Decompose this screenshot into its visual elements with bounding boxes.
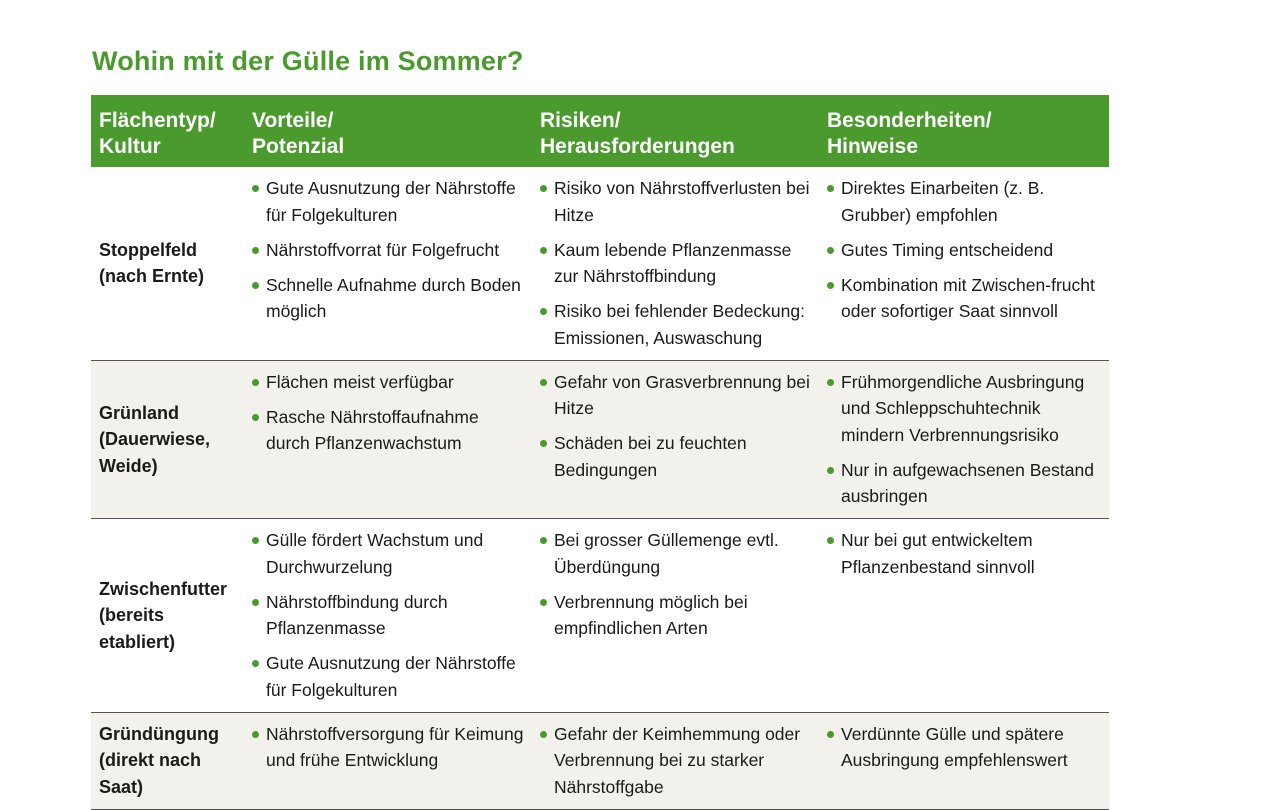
comparison-table xyxy=(91,95,1109,810)
vorteile-list xyxy=(252,721,524,774)
hinweise-cell xyxy=(819,360,1109,519)
header-line: Flächentyp/ xyxy=(99,109,216,132)
area-type-line: Gründüngung xyxy=(99,723,219,744)
header-line: Risiken/ xyxy=(540,109,621,132)
table-row xyxy=(91,360,1109,519)
risiken-cell xyxy=(532,712,819,809)
header-line: Besonderheiten/ xyxy=(827,109,992,132)
area-type-line: (nach Ernte) xyxy=(99,266,205,287)
bullet-item: Rasche Nährstoffaufnahme durch Pflanzenwachstum xyxy=(252,404,524,457)
area-type-line: (Dauerwiese, xyxy=(99,429,211,449)
header-risiken xyxy=(532,95,819,167)
area-type-line: Grünland xyxy=(99,402,179,423)
area-type-line: Stoppelfeld xyxy=(99,239,197,260)
risiken-list xyxy=(540,175,811,351)
header-line: Hinweise xyxy=(827,135,919,158)
header-hinweise xyxy=(819,95,1109,167)
hinweise-list xyxy=(827,369,1101,510)
area-type-line: Saat) xyxy=(99,776,144,797)
area-type-line: (bereits xyxy=(99,605,165,625)
table-header xyxy=(91,95,1109,167)
header-line: Kultur xyxy=(99,135,161,158)
bullet-item: Nährstoffbindung durch Pflanzenmasse xyxy=(252,589,524,642)
bullet-item: Gefahr der Keimhemmung oder Verbrennung bei zu starker Nährstoffgabe xyxy=(540,721,811,801)
table-row xyxy=(91,519,1109,713)
hinweise-list xyxy=(827,527,1101,580)
header-line: Vorteile/ xyxy=(252,109,334,132)
bullet-item: Nur bei gut entwickeltem Pflanzenbestand sinnvoll xyxy=(827,527,1101,580)
bullet-item: Direktes Einarbeiten (z. B. Grubber) empfohlen xyxy=(827,175,1101,228)
bullet-item: Schnelle Aufnahme durch Boden möglich xyxy=(252,272,524,325)
bullet-item: Gute Ausnutzung der Nährstoffe für Folgekulturen xyxy=(252,175,524,228)
bullet-item: Kaum lebende Pflanzenmasse zur Nährstoffbindung xyxy=(540,237,811,290)
bullet-item: Frühmorgendliche Ausbringung und Schleppschuhtechnik mindern Verbrennungsrisiko xyxy=(827,369,1101,449)
vorteile-list xyxy=(252,175,524,325)
vorteile-cell xyxy=(244,519,532,713)
area-type-cell xyxy=(91,167,244,360)
header-vorteile xyxy=(244,95,532,167)
bullet-item: Schäden bei zu feuchten Bedingungen xyxy=(540,430,811,483)
risiken-list xyxy=(540,369,811,484)
vorteile-cell xyxy=(244,712,532,809)
table-body xyxy=(91,167,1109,809)
table-row xyxy=(91,712,1109,809)
bullet-item: Risiko von Nährstoffverlusten bei Hitze xyxy=(540,175,811,228)
area-type-line: (direkt nach xyxy=(99,750,202,771)
page-title: Wohin mit der Gülle im Sommer? xyxy=(92,46,524,76)
hinweise-list xyxy=(827,175,1101,325)
hinweise-cell xyxy=(819,712,1109,809)
bullet-item: Verdünnte Gülle und spätere Ausbringung empfehlenswert xyxy=(827,721,1101,774)
bullet-item: Flächen meist verfügbar xyxy=(252,369,524,396)
bullet-item: Nur in aufgewachsenen Bestand ausbringen xyxy=(827,457,1101,510)
bullet-item: Gutes Timing entscheidend xyxy=(827,237,1101,264)
hinweise-cell xyxy=(819,519,1109,713)
area-type-line: Zwischenfutter xyxy=(99,578,228,599)
vorteile-list xyxy=(252,527,524,703)
bullet-item: Risiko bei fehlender Bedeckung: Emissionen, Auswaschung xyxy=(540,298,811,351)
header-flaechentyp xyxy=(91,95,244,167)
hinweise-cell xyxy=(819,167,1109,360)
bullet-item: Bei grosser Güllemenge evtl. Überdüngung xyxy=(540,527,811,580)
table-row xyxy=(91,167,1109,360)
bullet-item: Verbrennung möglich bei empfindlichen Arten xyxy=(540,589,811,642)
header-line: Herausforderungen xyxy=(540,135,735,158)
area-type-cell xyxy=(91,360,244,519)
risiken-cell xyxy=(532,167,819,360)
vorteile-cell xyxy=(244,167,532,360)
hinweise-list xyxy=(827,721,1101,774)
bullet-item: Gute Ausnutzung der Nährstoffe für Folgekulturen xyxy=(252,650,524,703)
area-type-line: etabliert) xyxy=(99,631,176,652)
risiken-cell xyxy=(532,519,819,713)
bullet-item: Kombination mit Zwischen-frucht oder sofortiger Saat sinnvoll xyxy=(827,272,1101,325)
bullet-item: Nährstoffvorrat für Folgefrucht xyxy=(252,237,524,264)
bullet-item: Gefahr von Grasverbrennung bei Hitze xyxy=(540,369,811,422)
header-line: Potenzial xyxy=(252,135,345,158)
bullet-item: Gülle fördert Wachstum und Durchwurzelung xyxy=(252,527,524,580)
area-type-cell xyxy=(91,712,244,809)
vorteile-cell xyxy=(244,360,532,519)
risiken-list xyxy=(540,527,811,642)
vorteile-list xyxy=(252,369,524,457)
bullet-item: Nährstoffversorgung für Keimung und frühe Entwicklung xyxy=(252,721,524,774)
risiken-cell xyxy=(532,360,819,519)
area-type-cell xyxy=(91,519,244,713)
area-type-line: Weide) xyxy=(99,455,158,476)
risiken-list xyxy=(540,721,811,801)
